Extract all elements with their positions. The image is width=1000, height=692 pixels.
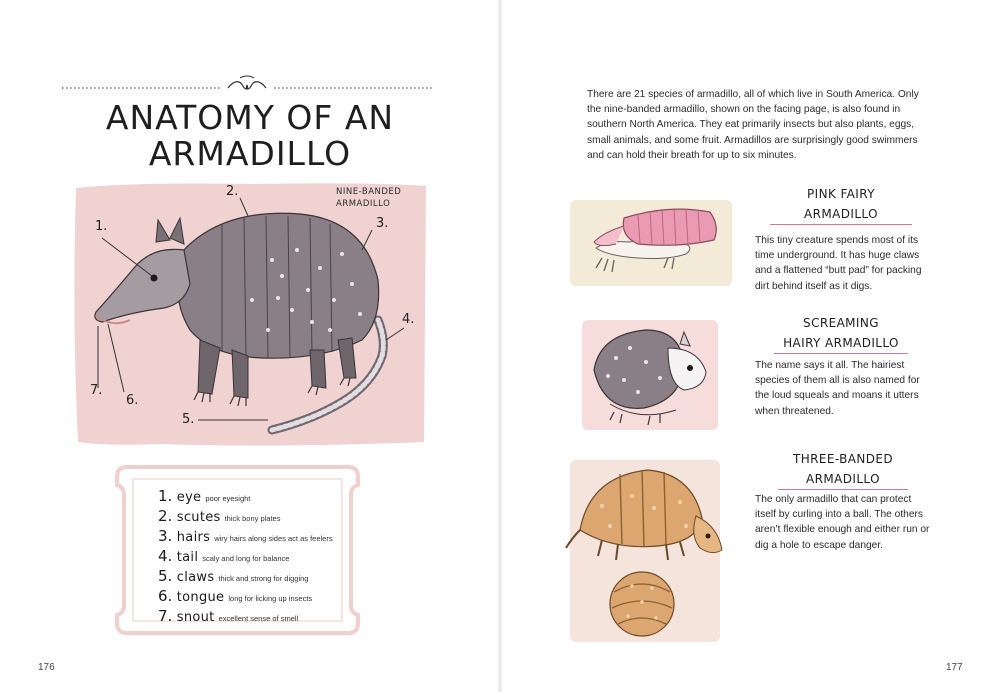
legend-term: tail	[176, 550, 199, 565]
legend-number: 2.	[158, 507, 173, 525]
legend-number: 4.	[158, 547, 173, 565]
legend-number: 5.	[158, 567, 173, 585]
screaming-hairy-armadillo-illustration	[580, 318, 720, 432]
legend-term: tongue	[176, 590, 225, 605]
legend-term: claws	[176, 570, 215, 585]
species-title-line-1: PINK FAIRY	[807, 187, 875, 201]
callout-7: 7.	[90, 383, 103, 398]
legend-desc: excellent sense of smell	[218, 614, 299, 623]
page-number-left: 176	[38, 662, 55, 673]
legend-list	[158, 486, 358, 626]
species-title-three-banded	[778, 449, 908, 490]
legend-number: 1.	[158, 487, 173, 505]
species-title-pink-fairy	[770, 184, 912, 225]
legend-desc: poor eyesight	[205, 494, 251, 503]
species-title-screaming-hairy	[774, 313, 908, 354]
callout-5: 5.	[182, 412, 195, 427]
species-desc-pink-fairy: This tiny creature spends most of its time underground. It has huge claws and a flattened “butt pad” for packing dirt behind itself as it digs.	[755, 235, 922, 292]
three-banded-armadillo-illustration	[562, 456, 730, 646]
page-gutter	[497, 0, 503, 692]
legend-item	[158, 546, 358, 566]
legend-item	[158, 606, 358, 626]
legend-desc: wiry hairs along sides act as feelers	[214, 534, 333, 543]
page-title	[70, 100, 430, 172]
callout-4: 4.	[402, 312, 415, 327]
legend-item	[158, 586, 358, 606]
legend-term: eye	[176, 490, 202, 505]
legend-desc: long for licking up insects	[228, 594, 313, 603]
callout-3: 3.	[376, 216, 389, 231]
species-title-line-2: HAIRY ARMADILLO	[774, 333, 908, 354]
species-title-line-2: ARMADILLO	[770, 204, 912, 225]
legend-term: snout	[176, 610, 215, 625]
legend-number: 6.	[158, 587, 173, 605]
legend-term: hairs	[176, 530, 211, 545]
legend-item	[158, 526, 358, 546]
species-title-line-1: SCREAMING	[803, 316, 879, 330]
species-title-line-1: THREE-BANDED	[792, 452, 894, 466]
legend-item	[158, 486, 358, 506]
title-line-2: ARMADILLO	[148, 134, 352, 173]
legend-desc: thick bony plates	[224, 514, 281, 523]
callout-2: 2.	[226, 184, 239, 199]
callout-1: 1.	[95, 219, 108, 234]
legend-desc: thick and strong for digging	[218, 574, 309, 583]
callout-6: 6.	[126, 393, 139, 408]
legend-desc: scaly and long for balance	[202, 554, 290, 563]
legend-number: 7.	[158, 607, 173, 625]
title-line-1: ANATOMY OF AN	[105, 98, 395, 137]
legend-item	[158, 506, 358, 526]
legend-term: scutes	[176, 510, 221, 525]
species-tag-line-1: NINE-BANDED	[336, 187, 402, 197]
legend-number: 3.	[158, 527, 173, 545]
species-tag	[336, 186, 401, 210]
species-tag-line-2: ARMADILLO	[336, 199, 391, 209]
species-desc-screaming-hairy: The name says it all. The hairiest species of them all is also named for the loud squeals and moans it utters when threatened.	[755, 360, 920, 417]
species-title-line-2: ARMADILLO	[778, 469, 908, 490]
intro-paragraph: There are 21 species of armadillo, all of which live in South America. Only the nine-banded armadillo, shown on the facing page, is also found in southern North America. They eat primarily insects but also plants, eggs, small animals, and some fruit. Armadillos are surprisingly good swimmers and can hold their breath for up to six minutes.	[587, 89, 919, 161]
pink-fairy-armadillo-illustration	[568, 196, 734, 290]
legend-item	[158, 566, 358, 586]
header-ornament-icon	[62, 74, 432, 98]
page-number-right: 177	[946, 662, 963, 673]
species-desc-three-banded: The only armadillo that can protect itself by curling into a ball. The others aren’t flexible enough and either run or dig a hole to escape danger.	[755, 494, 930, 551]
